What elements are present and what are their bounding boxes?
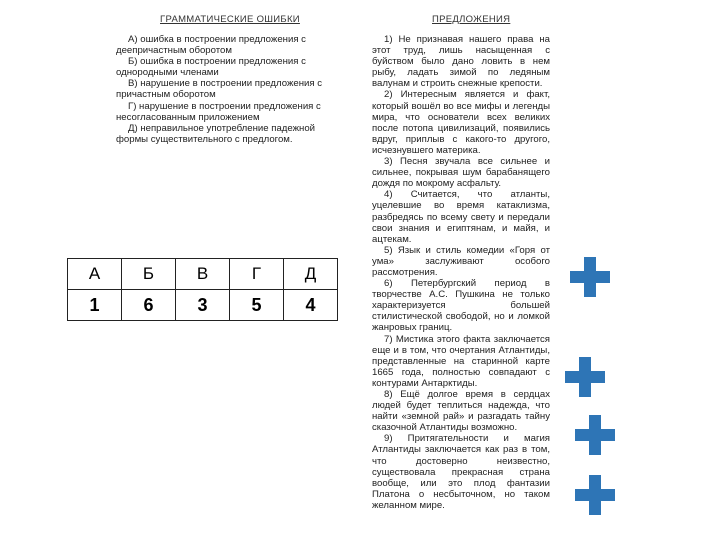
answer-cell: 4 xyxy=(284,290,338,321)
answer-cell: 5 xyxy=(230,290,284,321)
sentence-7: 7) Мистика этого факта заключается еще и в том, что очертания Атлантиды, представленные на старинной карте 1665 года, полностью совпадают с контурами Антарктиды. xyxy=(372,333,550,389)
sentence-8: 8) Ещё долгое время в сердцах людей будет теплиться надежда, что найти «земной рай» и разгадать тайну сказочной Атлантиды возможно. xyxy=(372,389,550,434)
grammar-errors-list xyxy=(116,34,342,145)
answer-table xyxy=(67,258,338,321)
sentence-4: 4) Считается, что атланты, уцелевшие во время катаклизма, разбредясь по всему свету и передали свои знания и египтянам, и майя, и ацтекам. xyxy=(372,189,550,245)
error-item-d: Д) неправильное употребление падежной формы существительного с предлогом. xyxy=(116,122,316,145)
letter-cell: Д xyxy=(284,259,338,290)
letter-cell: Б xyxy=(122,259,176,290)
plus-icon xyxy=(575,415,615,455)
plus-icon xyxy=(575,475,615,515)
sentence-5: 5) Язык и стиль комедии «Горя от ума» заслуживают особого рассмотрения. xyxy=(372,244,550,278)
sentences-list xyxy=(372,34,550,511)
right-column-title: ПРЕДЛОЖЕНИЯ xyxy=(432,14,511,25)
letter-cell: А xyxy=(68,259,122,290)
error-item-v: В) нарушение в построении предложения с причастным оборотом xyxy=(116,78,323,101)
answer-table-answers-row xyxy=(68,290,338,321)
error-item-a: А) ошибка в построении предложения с деепричастным оборотом xyxy=(116,34,306,57)
letter-cell: В xyxy=(176,259,230,290)
sentence-6: 6) Петербургский период в творчестве А.С. Пушкина не только характеризуется большей стилистической свободой, но и ломкой жанровых границ. xyxy=(372,278,550,334)
answer-table-letters-row xyxy=(68,259,338,290)
plus-icon xyxy=(570,257,610,297)
error-item-g: Г) нарушение в построении предложения с несогласованным приложением xyxy=(116,100,321,123)
error-item-b: Б) ошибка в построении предложения с однородными членами xyxy=(116,56,306,79)
plus-icon xyxy=(565,357,605,397)
sentence-9: 9) Притягательности и магия Атлантиды заключается как раз в том, что достоверно неизвестно, существовала прекрасная страна вообще, или это плод фантазии Платона о несбыточном, но таком желанном мире. xyxy=(372,433,550,511)
left-column-title: ГРАММАТИЧЕСКИЕ ОШИБКИ xyxy=(160,14,300,25)
letter-cell: Г xyxy=(230,259,284,290)
sentence-3: 3) Песня звучала все сильнее и сильнее, покрывая шум барабанящего дождя по мокрому асфальту. xyxy=(372,156,550,190)
sentence-2: 2) Интересным является и факт, который вошёл во все мифы и легенды мира, что основатели всех великих после потопа цивилизаций, появились вдруг, приплыв с какого-то другого, исчезнувшего материка. xyxy=(372,89,550,156)
answer-cell: 1 xyxy=(68,290,122,321)
sentence-1: 1) Не признавая нашего права на этот труд, лишь насыщенная с буйством было дано ловить в нем рыбу, ладать зимой по ледяным валунам и строить снежные крепости. xyxy=(372,34,550,90)
answer-cell: 6 xyxy=(122,290,176,321)
answer-cell: 3 xyxy=(176,290,230,321)
